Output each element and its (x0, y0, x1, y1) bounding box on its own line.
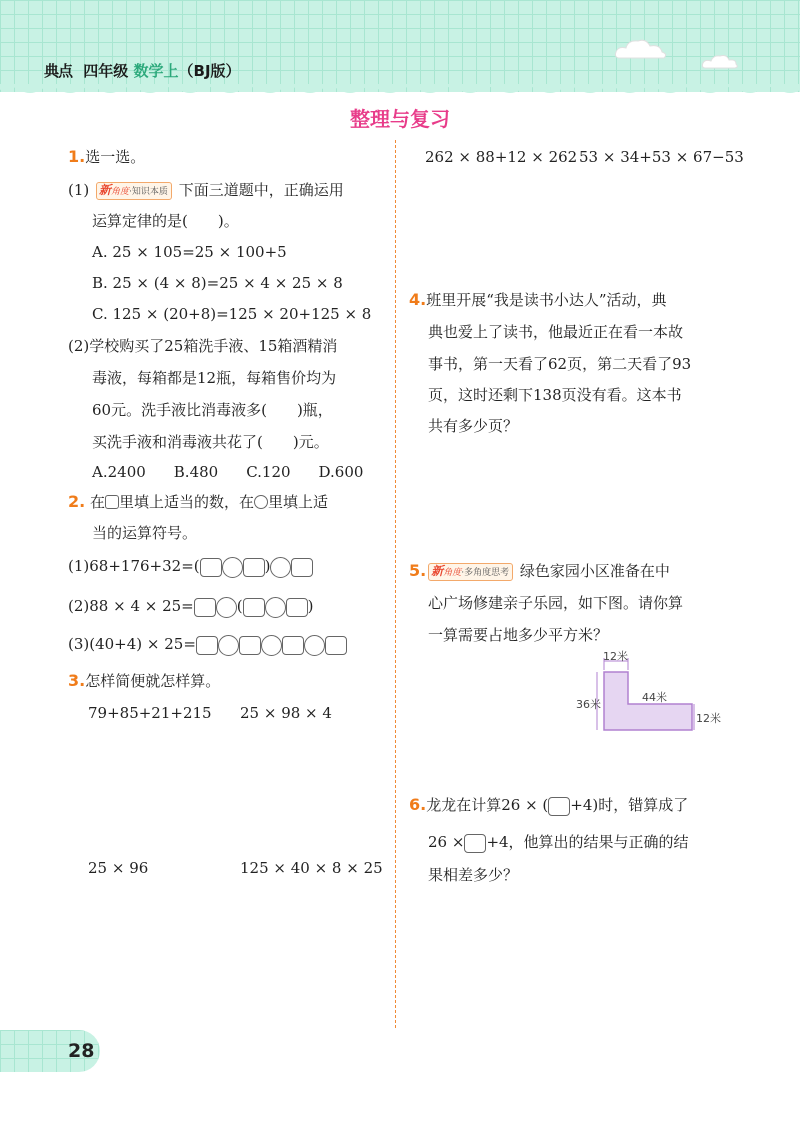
q4-line3: 事书，第一天看了62页，第二天看了93 (428, 355, 692, 373)
q1-heading (68, 147, 145, 167)
q1-part2-line2: 毒液，每箱都是12瓶，每箱售价均为 (92, 369, 337, 387)
q1-part1-line2: 运算定律的是( )。 (92, 212, 239, 230)
q2-number: 2. (68, 492, 86, 511)
answer-box[interactable] (464, 834, 486, 853)
badge-tag: ·多角度思考 (461, 568, 510, 578)
q1-part2-label: (2) (68, 337, 90, 355)
operator-circle[interactable] (218, 635, 239, 656)
q4-line5: 共有多少页？ (428, 417, 519, 435)
operator-circle[interactable] (222, 557, 243, 578)
answer-box[interactable] (548, 797, 570, 816)
q5-line1 (409, 561, 670, 581)
q4-number: 4. (409, 290, 427, 309)
q2-line1 (68, 492, 328, 512)
q2-text-a2: 里填上适当的数，在 (119, 493, 255, 511)
answer-box[interactable] (291, 558, 313, 577)
q6-text-d: +4，他算出的结果与正确的结 (486, 833, 689, 851)
q2-row3-label: (3)(40+4) × 25= (68, 635, 196, 653)
q5-line2: 心广场修建亲子乐园，如下图。请你算 (428, 594, 684, 612)
answer-box[interactable] (194, 598, 216, 617)
q1-part2-choices (92, 462, 363, 482)
label-top: 12米 (603, 650, 628, 663)
answer-box[interactable] (325, 636, 347, 655)
q1-option-b: B. 25 × (4 × 8)=25 × 4 × 25 × 8 (92, 274, 343, 292)
q1-part2-line3: 60元。洗手液比消毒液多( )瓶， (92, 401, 333, 419)
answer-box[interactable] (200, 558, 222, 577)
q4-text: 班里开展“我是读书小达人”活动，典 (426, 291, 667, 309)
q2-text-a1: 在 (90, 493, 106, 511)
q2-row3 (68, 634, 347, 656)
q1-part1-text-a: 下面三道题中，正确运用 (178, 181, 344, 199)
badge-tag: ·知识本质 (129, 187, 168, 197)
choice-c: C.120 (246, 463, 291, 481)
q6-text-a: 龙龙在计算26 × ( (426, 796, 549, 814)
q5-line3: 一算需要占地多少平方米？ (428, 626, 609, 644)
circle-blank-icon (254, 495, 268, 509)
q1-number: 1. (68, 147, 86, 166)
paren: ) (264, 557, 271, 575)
q5-number: 5. (409, 561, 427, 580)
q3-expr6: 53 × 34+53 × 67−53 (579, 148, 744, 166)
answer-box[interactable] (239, 636, 261, 655)
q1-part2-line4: 买洗手液和消毒液共花了( )元。 (92, 433, 329, 451)
grade-label: 四年级 (83, 62, 129, 80)
q3-expr2: 25 × 98 × 4 (240, 704, 332, 722)
q2-row2-label: (2)88 × 4 × 25= (68, 597, 194, 615)
q6-line2 (428, 832, 689, 853)
q3-expr4: 125 × 40 × 8 × 25 (240, 859, 383, 877)
operator-circle[interactable] (304, 635, 325, 656)
q4-line1 (409, 290, 667, 310)
label-mid: 44米 (642, 691, 667, 704)
paren: ) (307, 597, 314, 615)
q3-expr3: 25 × 96 (88, 859, 149, 877)
q1-option-a: A. 25 × 105=25 × 100+5 (92, 243, 287, 261)
q1-part1-label: (1) (68, 181, 90, 199)
column-divider (395, 140, 396, 1028)
q2-line2: 当的运算符号。 (92, 524, 198, 542)
choice-b: B.480 (173, 463, 219, 481)
badge-main: 新 (431, 564, 444, 578)
q3-expr1: 79+85+21+215 (88, 704, 212, 722)
brand-logo: 典点 (44, 62, 73, 80)
cloud-icon (700, 52, 740, 72)
q3-text: 怎样简便就怎样算。 (85, 672, 221, 690)
new-angle-badge (96, 182, 172, 200)
operator-circle[interactable] (265, 597, 286, 618)
page-title: 整理与复习 (350, 107, 450, 131)
choice-d: D.600 (318, 463, 364, 481)
q4-line4: 页，这时还剩下138页没有看。这本书 (428, 386, 682, 404)
badge-main: 新 (99, 183, 112, 197)
q6-text-c: 26 × (428, 833, 465, 851)
badge-sub: 角度 (111, 187, 130, 197)
q1-part1-line1 (68, 180, 344, 200)
operator-circle[interactable] (216, 597, 237, 618)
q3-number: 3. (68, 671, 86, 690)
cloud-icon (612, 36, 672, 64)
label-right: 12米 (696, 712, 721, 725)
answer-box[interactable] (243, 558, 265, 577)
q6-text-b: +4)时，错算成了 (570, 796, 689, 814)
header-wave (0, 84, 800, 98)
q3-expr5: 262 × 88+12 × 262 (425, 148, 578, 166)
page-number: 28 (68, 1040, 95, 1062)
l-shape-figure (574, 648, 734, 740)
subject-label: 数学上 (133, 62, 179, 80)
label-left: 36米 (576, 698, 601, 711)
q4-line2: 典也爱上了读书，他最近正在看一本故 (428, 323, 684, 341)
answer-box[interactable] (196, 636, 218, 655)
answer-box[interactable] (286, 598, 308, 617)
operator-circle[interactable] (261, 635, 282, 656)
edition-label: （BJ版） (178, 62, 241, 80)
badge-sub: 角度 (443, 568, 462, 578)
q6-line1 (409, 795, 688, 816)
q3-heading (68, 671, 220, 691)
choice-a: A.2400 (92, 463, 146, 481)
q2-row1 (68, 556, 313, 578)
operator-circle[interactable] (270, 557, 291, 578)
square-blank-icon (105, 495, 119, 509)
paren: ( (236, 597, 243, 615)
q1-text: 选一选。 (85, 148, 146, 166)
q6-line3: 果相差多少？ (428, 866, 519, 884)
brand-line (44, 60, 241, 81)
q5-text: 绿色家园小区准备在中 (519, 562, 670, 580)
q2-row2 (68, 596, 313, 618)
answer-box[interactable] (282, 636, 304, 655)
q1-part2-line1 (68, 336, 337, 356)
q2-text-a3: 里填上适 (268, 493, 329, 511)
q6-number: 6. (409, 795, 427, 814)
answer-box[interactable] (243, 598, 265, 617)
new-angle-badge (428, 563, 513, 581)
q1-option-c: C. 125 × (20+8)=125 × 20+125 × 8 (92, 305, 372, 323)
q1-part2-text: 学校购买了25箱洗手液、15箱酒精消 (89, 337, 338, 355)
q2-row1-label: (1)68+176+32=( (68, 557, 200, 575)
